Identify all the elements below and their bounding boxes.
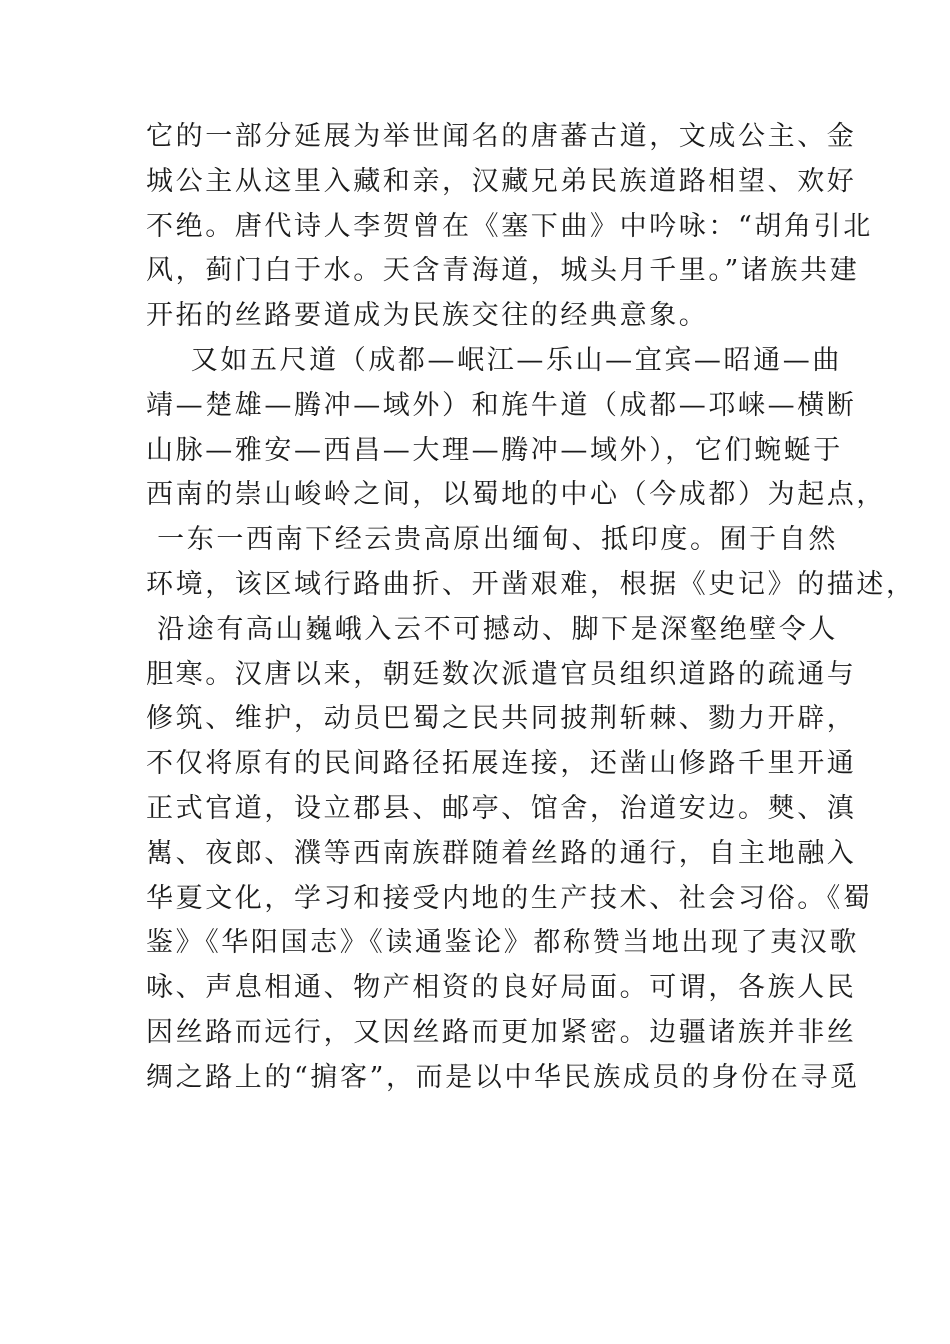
text-line: 修筑、维护，动员巴蜀之民共同披荆斩棘、勠力开辟，: [146, 703, 857, 735]
text-line: 靖—楚雄—腾冲—域外）和旄牛道（成都—邛崃—横断: [146, 389, 857, 421]
text-line: 它的一部分延展为举世闻名的唐蕃古道，文成公主、金: [146, 121, 857, 152]
text-line: 不绝。唐代诗人李贺曾在《塞下曲》中吟咏：“胡角引北: [146, 210, 873, 242]
text-line: 咏、声息相通、物产相资的良好局面。可谓，各族人民: [146, 972, 857, 1004]
text-line: 胆寒。汉唐以来，朝廷数次派遣官员组织道路的疏通与: [146, 658, 857, 690]
text-line: 正式官道，设立郡县、邮亭、馆舍，治道安边。僰、滇: [146, 792, 857, 824]
text-line: 山脉—雅安—西昌—大理—腾冲—域外），它们蜿蜒于: [146, 434, 843, 466]
text-line: 开拓的丝路要道成为民族交往的经典意象。: [146, 300, 709, 332]
text-line: 鉴》《华阳国志》《读通鉴论》都称赞当地出现了夷汉歌: [146, 927, 859, 959]
text-line: 不仅将原有的民间路径拓展连接，还凿山修路千里开通: [146, 748, 857, 780]
text-line: 沿途有高山巍峨入云不可撼动、脚下是深壑绝壁令人: [146, 613, 838, 645]
text-line: 因丝路而远行，又因丝路而更加紧密。边疆诸族并非丝: [146, 1016, 857, 1048]
text-line: 一东一西南下经云贵高原出缅甸、抵印度。囿于自然: [146, 524, 838, 556]
text-line: 华夏文化，学习和接受内地的生产技术、社会习俗。《蜀: [146, 882, 873, 914]
text-line: 风，蓟门白于水。天含青海道，城头月千里。”诸族共建: [146, 255, 860, 287]
text-line: 嶲、夜郎、濮等西南族群随着丝路的通行，自主地融入: [146, 837, 857, 869]
text-line: 绸之路上的“掮客”，而是以中华民族成员的身份在寻觅: [146, 1061, 860, 1093]
text-line: 又如五尺道（成都—岷江—乐山—宜宾—昭通—曲: [146, 344, 842, 376]
text-line: 环境，该区域行路曲折、开凿艰难，根据《史记》的描述，: [146, 568, 916, 600]
body-text: [146, 115, 916, 1101]
text-line: 城公主从这里入藏和亲，汉藏兄弟民族道路相望、欢好: [146, 165, 857, 197]
text-line: 西南的崇山峻岭之间，以蜀地的中心（今成都）为起点，: [146, 479, 886, 511]
